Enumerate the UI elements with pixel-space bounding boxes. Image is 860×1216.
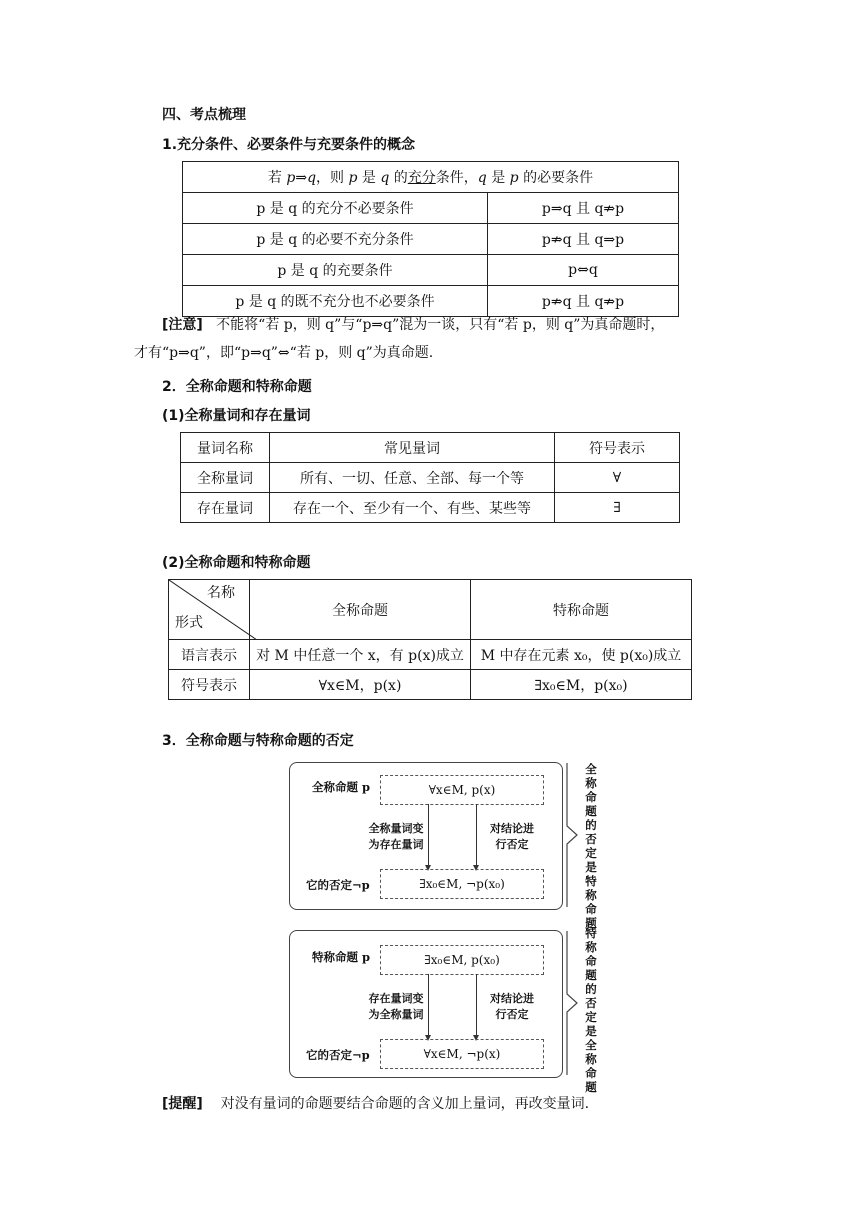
table-header-cell: 特称命题	[471, 580, 692, 640]
table-cell: 存在一个、至少有一个、有些、某些等	[270, 493, 555, 523]
note-line-1	[162, 313, 664, 337]
right-transform-note: 对结论进 行否定	[490, 992, 534, 1021]
top-formula-box: ∃x₀∈M, p(x₀)	[380, 945, 544, 975]
tip-label: [提醒]	[162, 1096, 203, 1112]
tip-line	[162, 1092, 589, 1116]
condition-table-header: 若 p⇒q，则 p 是 q 的充分条件，q 是 p 的必要条件	[183, 162, 679, 193]
side-conclusion-2: 特称命题的否定是全称命题	[585, 926, 597, 1094]
bracket-1	[566, 762, 580, 908]
tip-text: 对没有量词的命题要结合命题的含义加上量词，再改变量词.	[220, 1096, 590, 1112]
panel-bottom-label: 它的否定¬p	[306, 1048, 370, 1062]
table-cell: p⇏q 且 q⇏p	[488, 286, 679, 317]
table-cell: 语言表示	[169, 640, 250, 670]
table-header-cell: 常见量词	[270, 433, 555, 463]
table-cell: p 是 q 的充要条件	[183, 255, 488, 286]
down-arrow-right	[476, 804, 477, 866]
table-header-cell: 符号表示	[555, 433, 680, 463]
heading-3: 3．全称命题与特称命题的否定	[162, 733, 354, 749]
condition-table	[182, 161, 679, 317]
table-cell: 对 M 中任意一个 x，有 p(x)成立	[250, 640, 471, 670]
down-arrow-right	[476, 974, 477, 1036]
bottom-formula-box: ∃x₀∈M, ¬p(x₀)	[380, 869, 544, 899]
table-cell: p 是 q 的必要不充分条件	[183, 224, 488, 255]
section-title: 四、考点梳理	[162, 107, 246, 123]
bottom-formula-box: ∀x∈M, ¬p(x)	[380, 1039, 544, 1069]
subheading-2-1: (1)全称量词和存在量词	[162, 408, 311, 424]
negation-panel-universal	[289, 762, 563, 910]
side-conclusion-1: 全称命题的否定是特称命题	[585, 762, 597, 930]
table-cell: p⇒q 且 q⇏p	[488, 193, 679, 224]
diagonal-corner-cell	[169, 580, 250, 640]
bracket-2	[566, 930, 580, 1076]
table-header-cell: 全称命题	[250, 580, 471, 640]
down-arrow-left	[428, 804, 429, 866]
quantifier-table	[180, 432, 680, 523]
corner-top-label: 名称	[207, 585, 235, 601]
table-cell: p⇔q	[488, 255, 679, 286]
table-cell: p 是 q 的充分不必要条件	[183, 193, 488, 224]
table-cell: 所有、一切、任意、全部、每一个等	[270, 463, 555, 493]
negation-panel-existential	[289, 930, 563, 1078]
table-cell: ∀x∈M，p(x)	[250, 670, 471, 700]
panel-bottom-label: 它的否定¬p	[306, 878, 370, 892]
panel-top-label: 特称命题 p	[312, 950, 371, 964]
table-cell: ∃x₀∈M，p(x₀)	[471, 670, 692, 700]
heading-2: 2．全称命题和特称命题	[162, 379, 312, 395]
table-cell: p⇏q 且 q⇒p	[488, 224, 679, 255]
table-header-cell: 量词名称	[181, 433, 270, 463]
note-text: 不能将“若 p，则 q”与“p⇒q”混为一谈，只有“若 p，则 q”为真命题时，	[216, 317, 665, 333]
table-cell: 符号表示	[169, 670, 250, 700]
table-cell: M 中存在元素 x₀，使 p(x₀)成立	[471, 640, 692, 670]
note-label: [注意]	[162, 317, 203, 333]
down-arrow-left	[428, 974, 429, 1036]
table-cell: p 是 q 的既不充分也不必要条件	[183, 286, 488, 317]
top-formula-box: ∀x∈M, p(x)	[380, 775, 544, 805]
left-transform-note: 全称量词变 为存在量词	[368, 822, 424, 851]
corner-bottom-label: 形式	[175, 615, 203, 631]
proposition-table	[168, 579, 692, 700]
panel-top-label: 全称命题 p	[312, 780, 371, 794]
table-cell: 存在量词	[181, 493, 270, 523]
heading-1: 1.充分条件、必要条件与充要条件的概念	[162, 137, 416, 153]
left-transform-note: 存在量词变 为全称量词	[368, 992, 424, 1021]
subheading-2-2: (2)全称命题和特称命题	[162, 555, 311, 571]
table-cell: ∃	[555, 493, 680, 523]
right-transform-note: 对结论进 行否定	[490, 822, 534, 851]
note-line-2: 才有“p⇒q”，即“p⇒q”⇔“若 p，则 q”为真命题.	[134, 345, 434, 361]
table-cell: 全称量词	[181, 463, 270, 493]
table-cell: ∀	[555, 463, 680, 493]
